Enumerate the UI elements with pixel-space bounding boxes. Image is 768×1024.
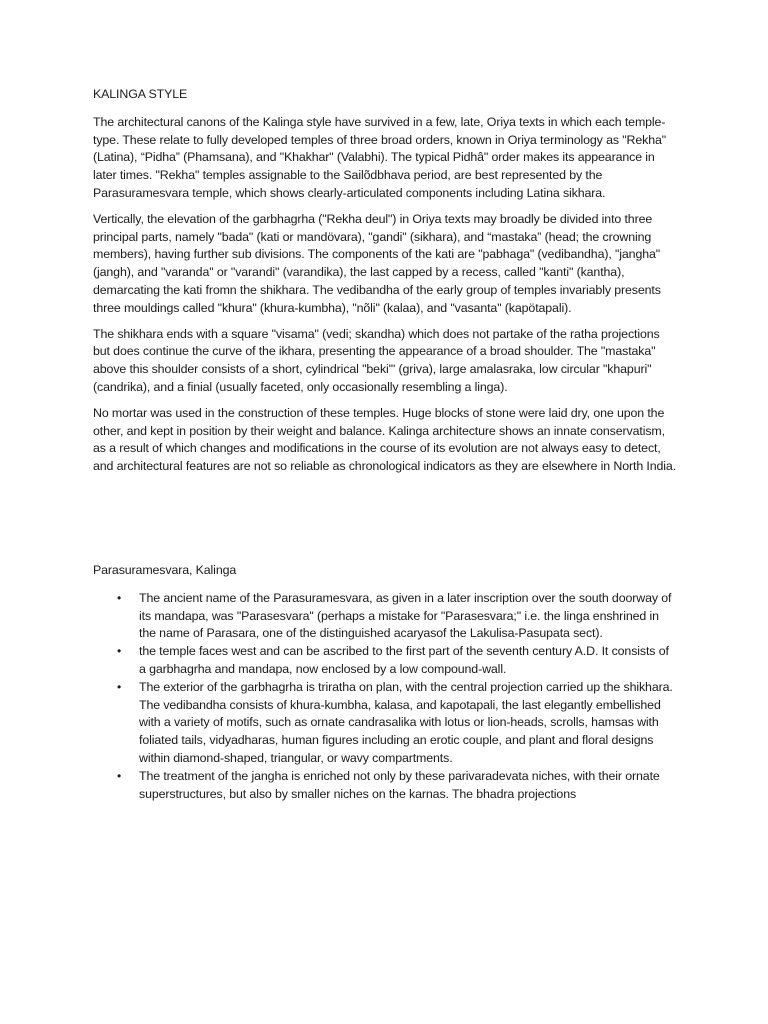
paragraph-canons: The architectural canons of the Kalinga style have survived in a few, late, Oriya texts in which each temple-type. These relate to fully developed temples of three broad orders, known in Oriya terminology as "Rekha" (Latina), “Pidha” (Phamsana), and "Khakhar" (Valabhi). The typical Pidhâ" order makes its appearance in later times. "Rekha" temples assignable to the Sailõdbhava period, are best represented by the Parasuramesvara temple, which shows clearly-articulated components including Latina sikhara.	[93, 114, 667, 200]
list-item	[93, 643, 677, 679]
bullet-list	[93, 590, 677, 804]
paragraph-elevation: Vertically, the elevation of the garbhagrha ("Rekha deul") in Oriya texts may broadly be divided into three principal parts, namely "bada" (kati or mandövara), "gandi" (sikhara), and “mastaka” (head; the crowning members), having further sub divisions. The components of the kati are "pabhaga" (vedibandha), "jangha" (jangh), and "varanda" or "varandi" (varandika), the last capped by a recess, called "kanti" (kantha), demarcating the kati fromn the shikhara. The vedibandha of the early group of temples invariably presents three mouldings called "khura" (khura-kumbha), "nõli" (kalaa), and "vasanta" (kapötapali).	[93, 211, 661, 315]
paragraph-shikhara: The shikhara ends with a square "visama" (vedi; skandha) which does not partake of the ratha projections but does continue the curve of the ikhara, presenting the appearance of a broad shoulder. The "mastaka" above this shoulder consists of a short, cylindrical "beki'" (griva), large amalasraka, low circular "khapuri" (candrika), and a finial (usually faceted, only occasionally resembling a linga).	[93, 326, 660, 394]
list-item	[93, 768, 677, 804]
list-item-text: The treatment of the jangha is enriched not only by these parivaradevata niches, with their ornate superstructures, but also by smaller niches on the karnas. The bhadra projections	[139, 768, 660, 801]
list-item-text: The ancient name of the Parasuramesvara, as given in a later inscription over the south doorway of its mandapa, was "Parasesvara" (perhaps a mistake for "Parasesvara;" i.e. the linga enshrined in the name of Parasara, one of the distinguished acaryasof the Lakulisa-Pasupata sect).	[139, 590, 672, 641]
document-page	[93, 86, 677, 803]
list-item	[93, 590, 677, 643]
section-title: Parasuramesvara, Kalinga	[93, 562, 237, 577]
list-item-text: The exterior of the garbhagrha is triratha on plan, with the central projection carried up the shikhara. The vedibandha consists of khura-kumbha, kalasa, and kapotapali, the last elegantly embellished with a variety of motifs, such as ornate candrasalika with lotus or lion-heads, scrolls, hamsas with foliated tails, vidyadharas, human figures including an erotic couple, and plant and floral designs within diamond-shaped, triangular, or wavy compartments.	[139, 679, 673, 765]
paragraph-construction: No mortar was used in the construction of these temples. Huge blocks of stone were laid dry, one upon the other, and kept in position by their weight and balance. Kalinga architecture shows an innate conservatism, as a result of which changes and modifications in the course of its evolution are not always easy to detect, and architectural features are not so reliable as chronological indicators as they are elsewhere in North India.	[93, 405, 677, 474]
document-heading: KALINGA STYLE	[93, 87, 188, 101]
bullet-icon: •	[117, 590, 122, 605]
bullet-icon: •	[117, 679, 122, 694]
bullet-icon: •	[117, 644, 122, 659]
blank-gap	[93, 484, 677, 562]
list-item	[93, 679, 677, 768]
bullet-icon: •	[117, 768, 122, 783]
list-item-text: the temple faces west and can be ascribed to the first part of the seventh century A.D. It consists of a garbhagrha and mandapa, now enclosed by a low compound-wall.	[139, 644, 669, 676]
